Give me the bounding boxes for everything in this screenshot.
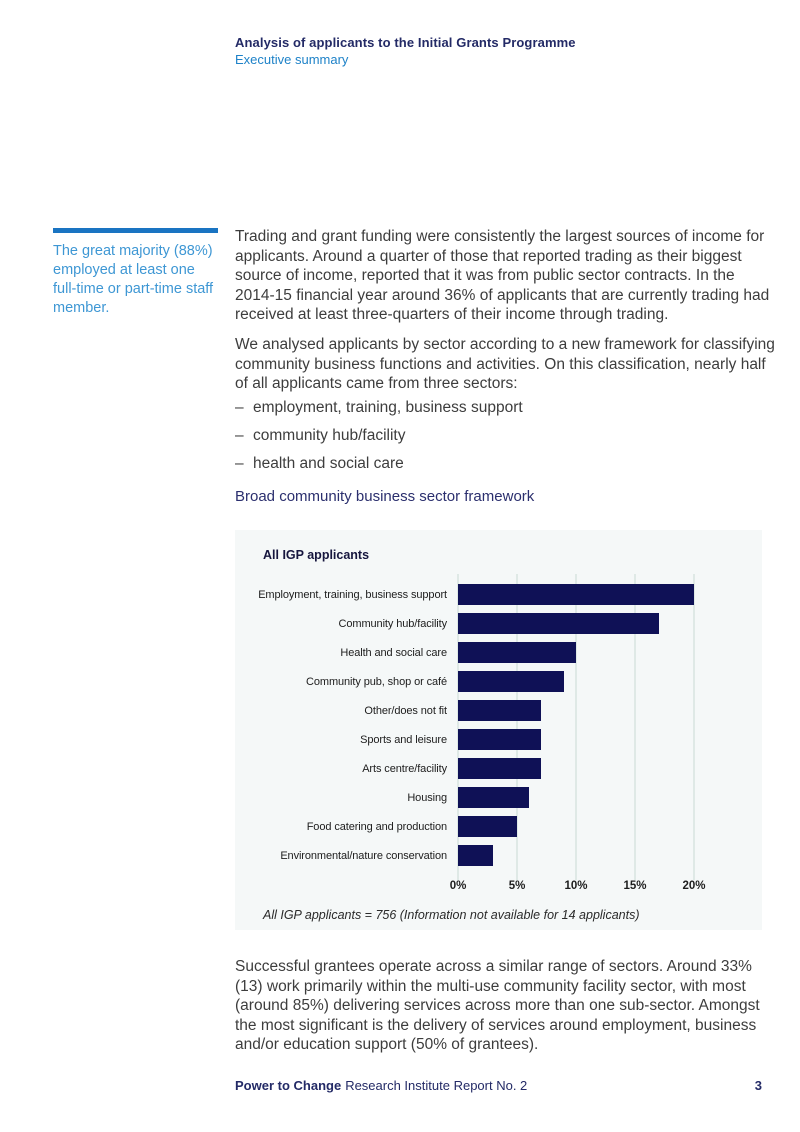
bar-track: [458, 845, 762, 866]
bar-track: [458, 613, 762, 634]
bar: [458, 584, 694, 605]
bar-track: [458, 787, 762, 808]
bar-label: Health and social care: [340, 646, 447, 659]
bar-row: [251, 812, 762, 841]
page-header: [235, 35, 775, 67]
chart-footnote: All IGP applicants = 756 (Information not available for 14 applicants): [263, 908, 640, 922]
footer-report-name: Research Institute Report No. 2: [345, 1078, 528, 1093]
chart-rows: [251, 580, 762, 870]
bar-track: [458, 671, 762, 692]
footer-text: [235, 1078, 527, 1093]
bar-label: Other/does not fit: [364, 704, 447, 717]
bar-track: [458, 700, 762, 721]
bar-row: [251, 841, 762, 870]
bar-label: Community hub/facility: [338, 617, 447, 630]
bar-label: Housing: [407, 791, 447, 804]
bar-label: Community pub, shop or café: [306, 675, 447, 688]
paragraph-sector-framework: We analysed applicants by sector according to a new framework for classifying community business functions and activities. On this classification, nearly half of all applicants came from three sectors:: [235, 336, 775, 392]
bar-row: [251, 696, 762, 725]
sector-bullet-list: [235, 398, 775, 482]
bar: [458, 700, 541, 721]
document-title: Analysis of applicants to the Initial Grants Programme: [235, 35, 576, 50]
bar-label: Sports and leisure: [360, 733, 447, 746]
margin-callout: [53, 228, 218, 318]
x-axis-tick-label: 10%: [564, 880, 588, 892]
bar: [458, 642, 576, 663]
paragraph-grantees: Successful grantees operate across a similar range of sectors. Around 33% (13) work primarily within the multi-use community facility sector, with most (around 85%) delivering services across more than one sub-sector. Amongst the most significant is the delivery of services around employment, business and/or education support (50% of grantees).: [235, 958, 760, 1053]
bar-label: Arts centre/facility: [362, 762, 447, 775]
bar: [458, 816, 517, 837]
page-footer: [235, 1078, 762, 1093]
chart-title: All IGP applicants: [263, 548, 370, 562]
bar-row: [251, 609, 762, 638]
bar-row: [251, 725, 762, 754]
bullet-item: – employment, training, business support: [235, 398, 775, 417]
bar-track: [458, 816, 762, 837]
x-axis-tick-label: 5%: [508, 880, 526, 892]
paragraph-trading-income: Trading and grant funding were consistently the largest sources of income for applicants. Around a quarter of those that reported trading as their biggest source of income, reported that it was from public sector contracts. In the 2014-15 financial year around 36% of applicants that are currently trading had received at least three-quarters of their income through trading.: [235, 228, 770, 323]
bar-row: [251, 638, 762, 667]
bar-row: [251, 783, 762, 812]
bar: [458, 613, 659, 634]
footer-brand: Power to Change: [235, 1078, 342, 1093]
bar-chart: [235, 530, 762, 930]
bar-label: Employment, training, business support: [258, 588, 447, 601]
bar-row: [251, 667, 762, 696]
page-number: 3: [754, 1078, 762, 1093]
callout-rule: [53, 228, 218, 233]
document-subtitle: Executive summary: [235, 52, 349, 67]
bar-row: [251, 754, 762, 783]
x-axis-tick-label: 0%: [449, 880, 467, 892]
bar: [458, 845, 493, 866]
chart-heading: Broad community business sector framework: [235, 488, 535, 505]
bar-label: Environmental/nature conservation: [280, 849, 447, 862]
bullet-item: – community hub/facility: [235, 426, 775, 445]
bar-track: [458, 642, 762, 663]
x-axis-tick-label: 20%: [682, 880, 706, 892]
bar: [458, 729, 541, 750]
bar: [458, 787, 529, 808]
bar-label: Food catering and production: [306, 820, 447, 833]
bar: [458, 671, 564, 692]
x-axis: [449, 878, 762, 898]
x-axis-tick-label: 15%: [623, 880, 647, 892]
bar-track: [458, 758, 762, 779]
bar-row: [251, 580, 762, 609]
bar: [458, 758, 541, 779]
chart-plot: [251, 580, 762, 898]
callout-text: The great majority (88%) employed at least one full-time or part-time staff member.: [53, 243, 214, 316]
bullet-item: – health and social care: [235, 454, 775, 473]
bar-track: [458, 584, 762, 605]
bar-track: [458, 729, 762, 750]
